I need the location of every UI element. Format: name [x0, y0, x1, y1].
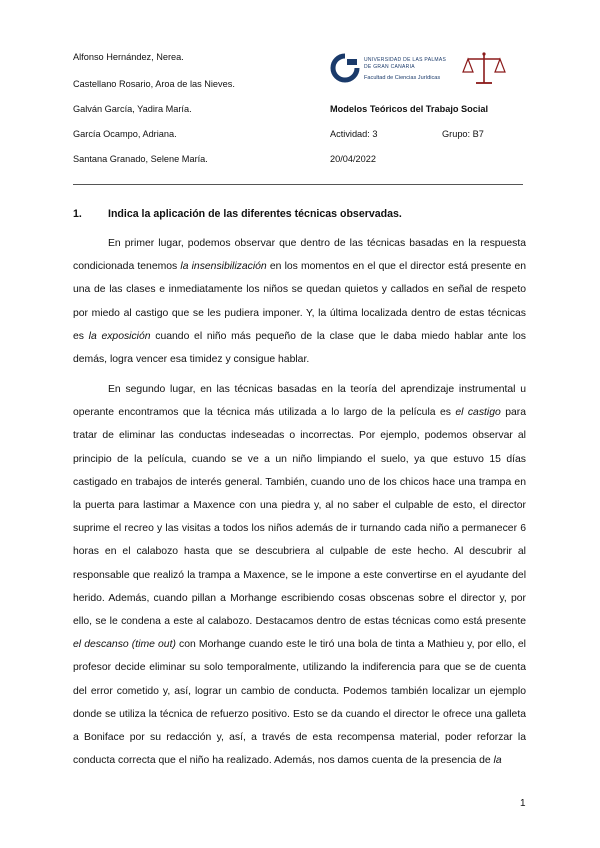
- logo-faculty: Facultad de Ciencias Jurídicas: [364, 75, 441, 81]
- group-label: Grupo: B7: [442, 129, 484, 139]
- author-name: García Ocampo, Adriana.: [73, 129, 177, 139]
- author-name: Castellano Rosario, Aroa de las Nieves.: [73, 79, 235, 89]
- italic-term: la: [493, 755, 502, 767]
- author-name: Santana Granado, Selene María.: [73, 154, 208, 164]
- body-paragraph: [73, 232, 526, 371]
- page-number: 1: [520, 798, 526, 809]
- author-name: Galván García, Yadira María.: [73, 104, 192, 114]
- activity-label: Actividad: 3: [330, 129, 378, 139]
- course-title: Modelos Teóricos del Trabajo Social: [330, 104, 489, 114]
- body-paragraph: [73, 378, 526, 772]
- author-name: Alfonso Hernández, Nerea.: [73, 52, 184, 62]
- logo-university-line1: UNIVERSIDAD DE LAS PALMAS: [364, 57, 447, 63]
- text-run: con Morhange cuando este le tiró una bola de tinta a Mathieu y, por ello, el profesor decide eliminar su solo temporalmente, utilizando la indiferencia para que se de cuenta del error cometido y, así, lograr un cambio de conducta. Podemos también localizar un ejemplo donde se utiliza la técnica de refuerzo positivo. Esto se da cuando el director le ofrece una galleta a Boniface por su redacción y, así, a través de esta recompensa material, poder reforzar la conducta correcta que el niño ha realizado. Además, nos damos cuenta de la presencia de: [73, 639, 526, 767]
- university-logo: [330, 50, 450, 86]
- question-number: 1.: [73, 208, 82, 220]
- italic-term: el castigo: [455, 407, 501, 419]
- header-divider: [73, 184, 523, 185]
- date-label: 20/04/2022: [330, 154, 376, 164]
- italic-term: la insensibilización: [180, 261, 267, 273]
- text-run: En segundo lugar, en las técnicas basadas en la teoría del aprendizaje instrumental u operante encontramos que la técnica más utilizada a lo largo de la película es: [73, 384, 526, 419]
- italic-term: el descanso (time out): [73, 639, 176, 651]
- question-heading: Indica la aplicación de las diferentes técnicas observadas.: [108, 208, 402, 220]
- university-logo-icon: [330, 53, 360, 83]
- italic-term: la exposición: [88, 330, 151, 342]
- logo-university-line2: DE GRAN CANARIA: [364, 64, 415, 70]
- text-run: para tratar de eliminar las conductas indeseadas o incorrectas. Por ejemplo, podemos observar al principio de la película, cuando se ve a un niño limpiando el suelo, ya que estuvo 15 días castigado en trabajos de interés general. También, cuando uno de los chicos hace una trampa en la puerta para lastimar a Maxence con una piedra y, al no saber el culpable de esto, el director suprime el recreo y las visitas a todos los niños además de ir turnando cada niño a permanecer 6 horas en el calabozo hasta que se descubriera al culpable de este hecho. Al descubrir al responsable que realizó la trampa a Maxence, se le impone a este convertirse en el ayudante del herido. Además, cuando pillan a Morhange escribiendo cosas obscenas sobre el director y, por ello, se le condena a este al calabozo. Destacamos dentro de estas técnicas como está presente: [73, 407, 526, 628]
- text-run: En primer lugar, podemos observar que dentro de las técnicas basadas en la respuesta condicionada tenemos: [73, 238, 526, 273]
- text-run: cuando el niño más pequeño de la clase que le daba miedo hablar ante los demás, logra vencer esa timidez y consigue hablar.: [73, 330, 526, 366]
- text-run: en los momentos en el que el director está presente en una de las clases e inmediatamente los niños se quedan quietos y callados en señal de respeto por miedo al castigo que se les pudiera imponer. Y, la última localizada dentro de estas técnicas es: [73, 261, 527, 342]
- justice-scale-icon: [462, 50, 506, 88]
